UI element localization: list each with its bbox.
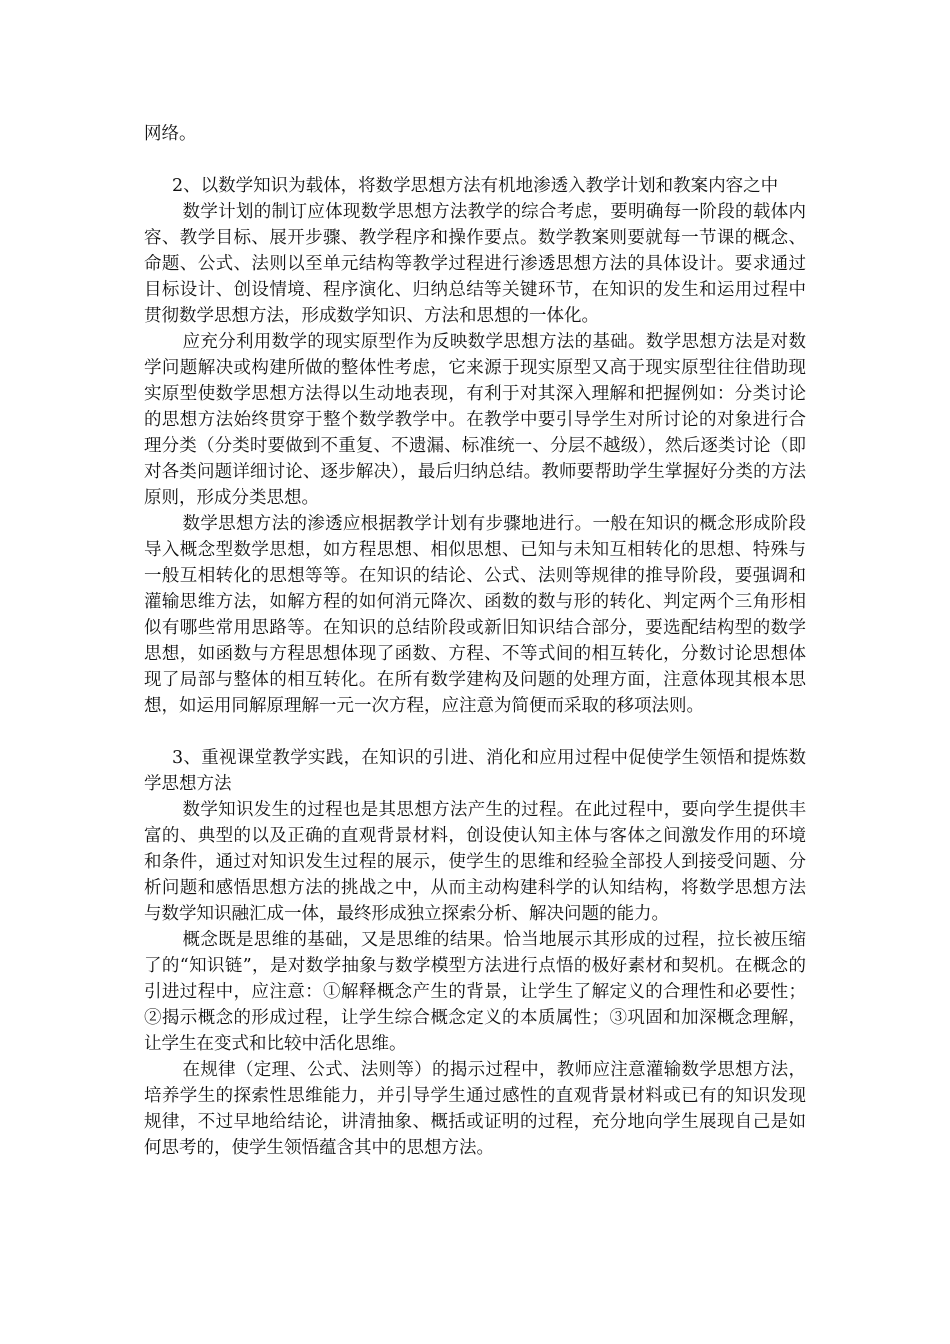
section-gap bbox=[144, 719, 806, 745]
document-page bbox=[144, 121, 806, 1161]
section-3-paragraph-1: 数学知识发生的过程也是其思想方法产生的过程。在此过程中，要向学生提供丰富的、典型的以及正确的直观背景材料，创设使认知主体与客体之间激发作用的环境和条件，通过对知识发生过程的展示，使学生的思维和经验全部投人到接受问题、分析问题和感悟思想方法的挑战之中，从而主动构建科学的认知结构，将数学思想方法与数学知识融汇成一体，最终形成独立探索分析、解决问题的能力。 bbox=[144, 800, 806, 924]
section-gap bbox=[144, 147, 806, 173]
section-3-paragraph-3: 在规律（定理、公式、法则等）的揭示过程中，教师应注意灌输数学思想方法，培养学生的探索性思维能力，并引导学生通过感性的直观背景材料或已有的知识发现规律，不过早地给结论，讲清抽象、概括或证明的过程，充分地向学生展现自己是如何思考的，使学生领悟蕴含其中的思想方法。 bbox=[144, 1060, 806, 1158]
section-3-paragraph-2: 概念既是思维的基础，又是思维的结果。恰当地展示其形成的过程，拉长被压缩了的“知识链”，是对数学抽象与数学模型方法进行点悟的极好素材和契机。在概念的引进过程中，应注意：①解释概念产生的背景，让学生了解定义的合理性和必要性；②揭示概念的形成过程，让学生综合概念定义的本质属性；③巩固和加深概念理解，让学生在变式和比较中活化思维。 bbox=[144, 930, 806, 1054]
section-2-paragraph-2: 应充分利用数学的现实原型作为反映数学思想方法的基础。数学思想方法是对数学问题解决或构建所做的整体性考虑，它来源于现实原型又高于现实原型往往借助现实原型使数学思想方法得以生动地表现，有利于对其深入理解和把握例如：分类讨论的思想方法始终贯穿于整个数学教学中。在教学中要引导学生对所讨论的对象进行合理分类（分类时要做到不重复、不遗漏、标准统一、分层不越级），然后逐类讨论（即对各类问题详细讨论、逐步解决），最后归纳总结。教师要帮助学生掌握好分类的方法原则，形成分类思想。 bbox=[144, 332, 806, 508]
lead-line: 网络。 bbox=[144, 124, 197, 144]
section-2-paragraph-1: 数学计划的制订应体现数学思想方法教学的综合考虑，要明确每一阶段的载体内容、教学目标、展开步骤、教学程序和操作要点。数学教案则要就每一节课的概念、命题、公式、法则以至单元结构等教学过程进行渗透思想方法的具体设计。要求通过目标设计、创设情境、程序演化、归纳总结等关键环节，在知识的发生和运用过程中贯彻数学思想方法，形成数学知识、方法和思想的一体化。 bbox=[144, 202, 806, 326]
section-3-heading: 3、重视课堂教学实践，在知识的引进、消化和应用过程中促使学生领悟和提炼数学思想方法 bbox=[144, 748, 806, 794]
section-2-heading: 2、以数学知识为载体，将数学思想方法有机地渗透入教学计划和教案内容之中 bbox=[172, 176, 779, 196]
section-2-paragraph-3: 数学思想方法的渗透应根据教学计划有步骤地进行。一般在知识的概念形成阶段导入概念型数学思想，如方程思想、相似思想、已知与未知互相转化的思想、特殊与一般互相转化的思想等等。在知识的结论、公式、法则等规律的推导阶段，要强调和灌输思维方法，如解方程的如何消元降次、函数的数与形的转化、判定两个三角形相似有哪些常用思路等。在知识的总结阶段或新旧知识结合部分，要选配结构型的数学思想，如函数与方程思想体现了函数、方程、不等式间的相互转化，分数讨论思想体现了局部与整体的相互转化。在所有数学建构及问题的处理方面，注意体现其根本思想，如运用同解原理解一元一次方程，应注意为简便而采取的移项法则。 bbox=[144, 514, 806, 716]
